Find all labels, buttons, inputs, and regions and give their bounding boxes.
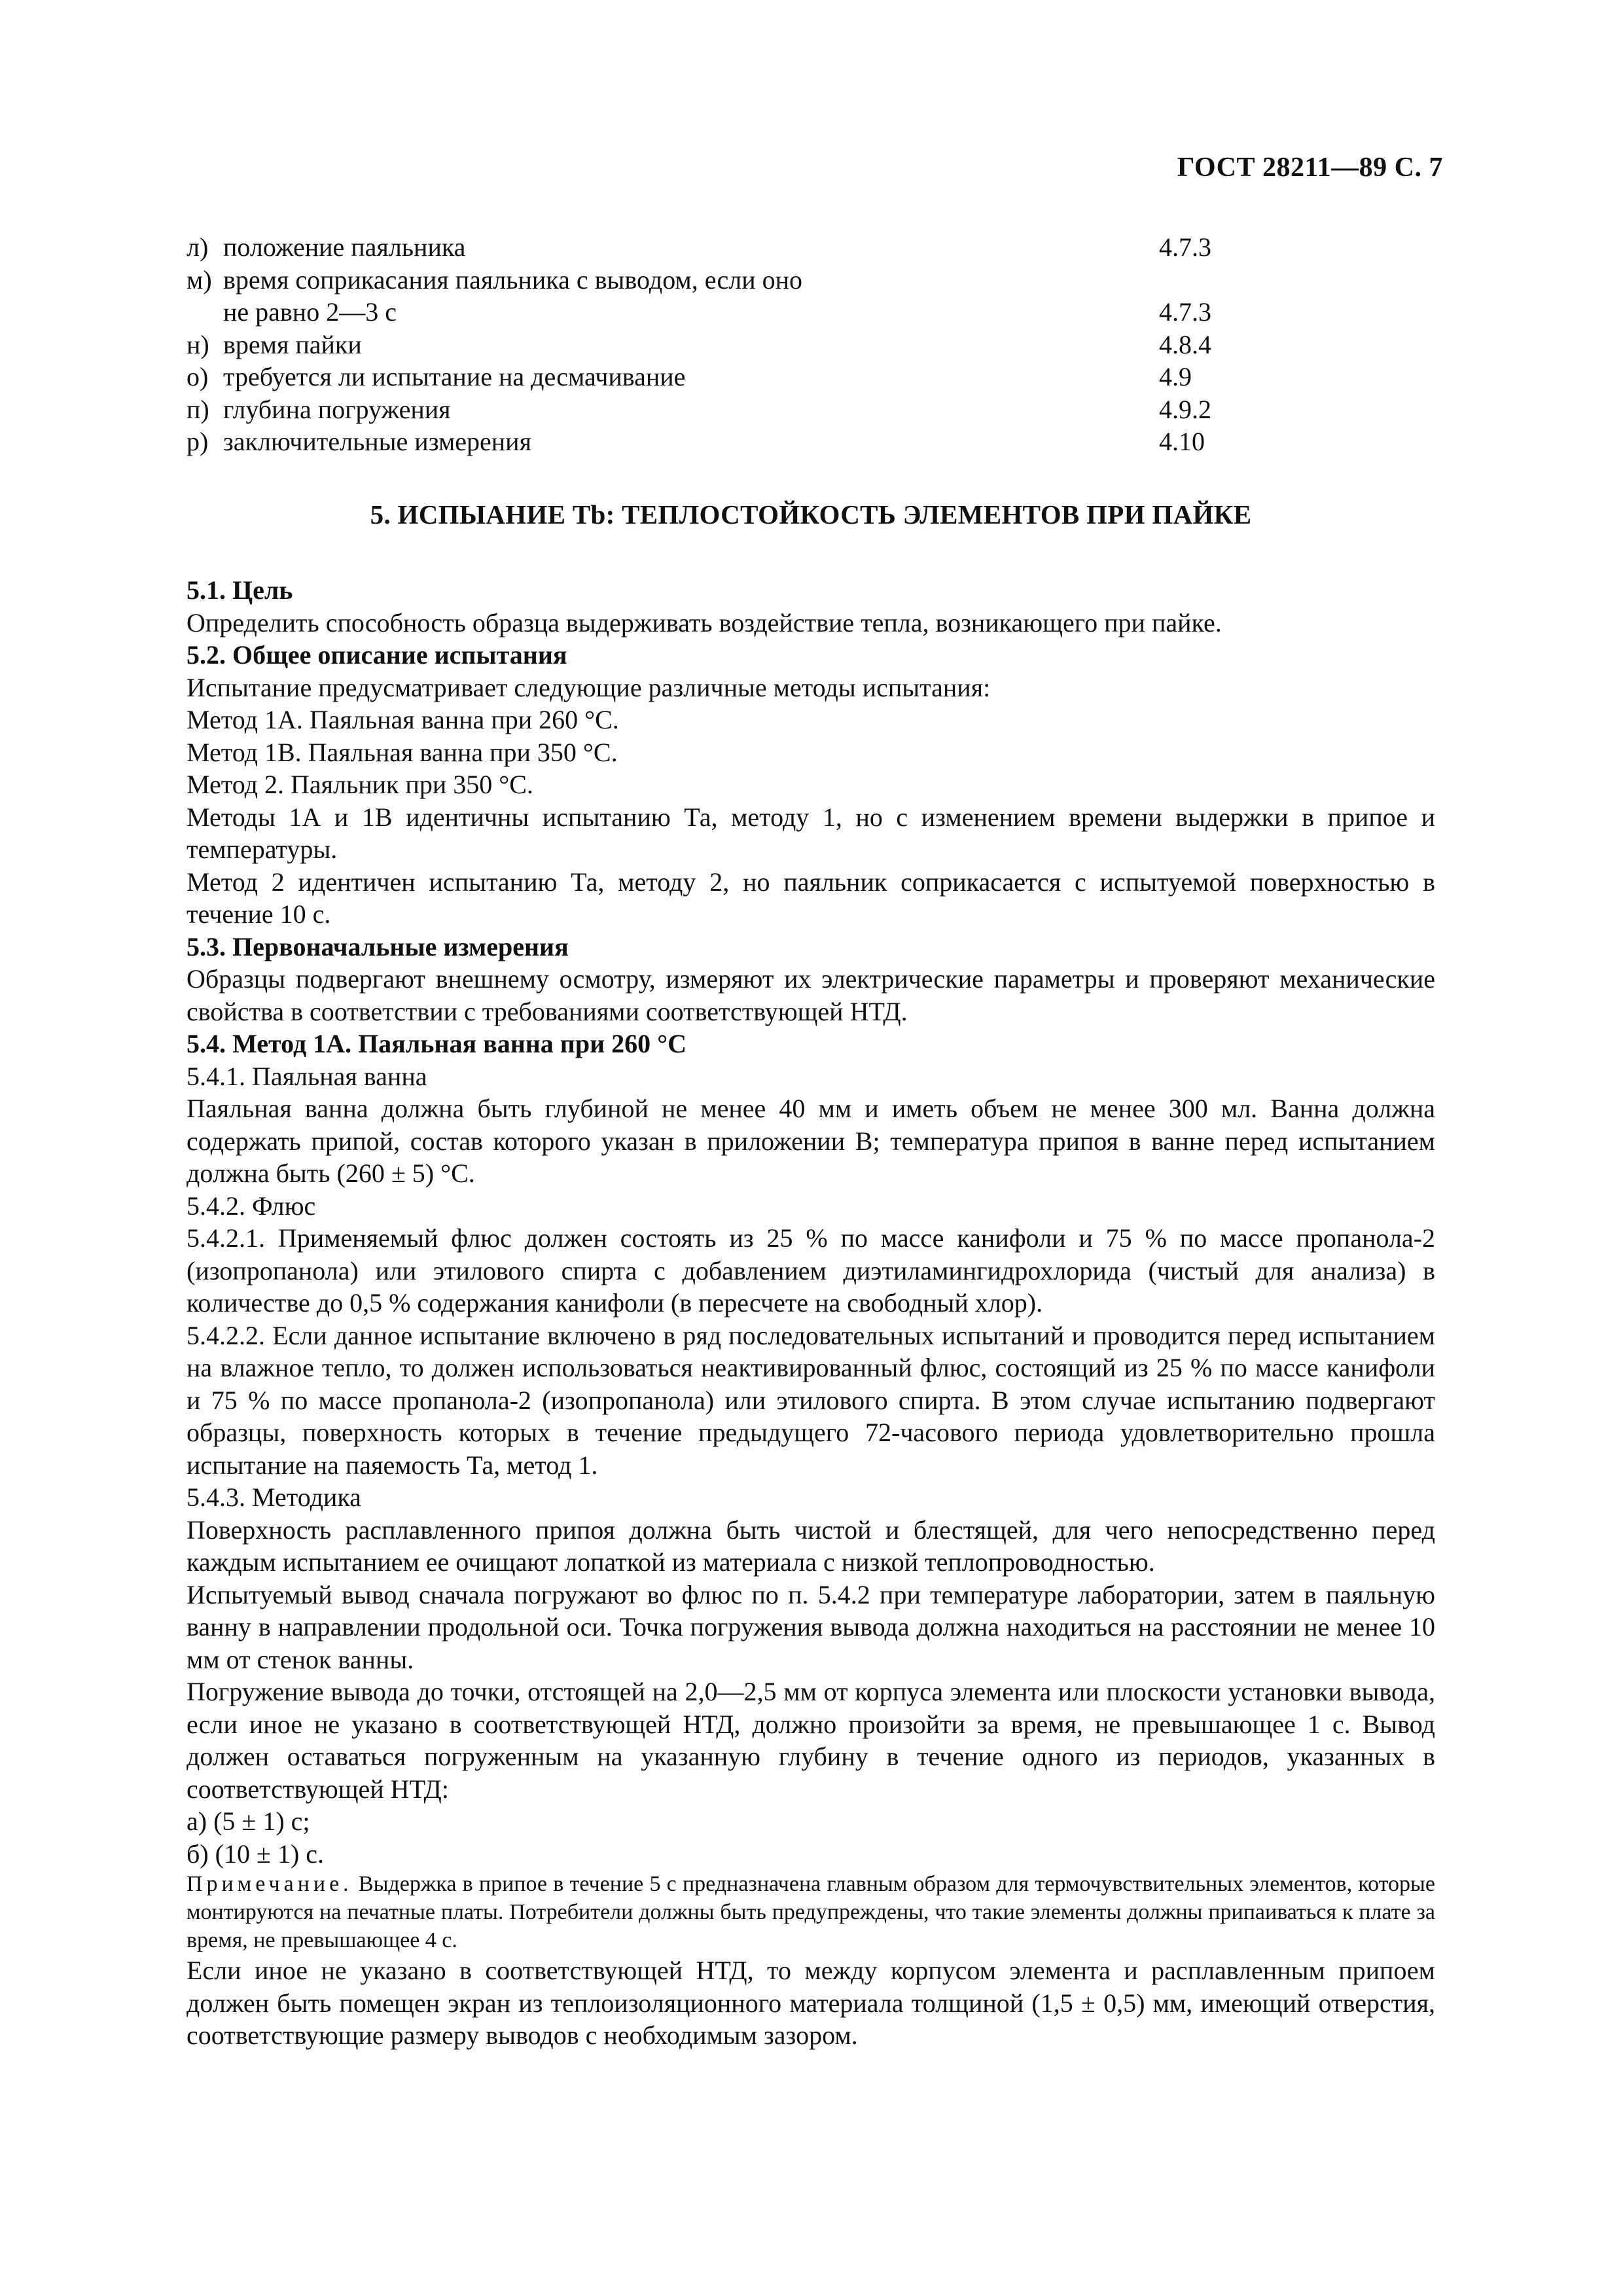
list-item — [187, 329, 1435, 361]
option-item: б) (10 ± 1) с. — [187, 1839, 325, 1869]
list-text: положение паяльника — [223, 232, 466, 262]
option-item: а) (5 ± 1) с; — [187, 1806, 310, 1836]
subsection-5-4-3-title: 5.4.3. Методика — [187, 1482, 361, 1512]
paragraph: 5.4.2.1. Применяемый флюс должен состоять из 25 % по массе канифоли и 75 % по массе пропанола-2 (изопропанола) или этилового спирта с добавлением диэтиламингидрохлорида (чистый для анализа) в количестве до 0,5 % содержания канифоли (в пересчете на свободный хлор). — [187, 1223, 1435, 1318]
method-line: Метод 1В. Паяльная ванна при 350 °С. — [187, 737, 618, 767]
list-item — [187, 231, 1435, 264]
list-marker: р) — [187, 427, 209, 456]
subsection-5-4-2-title: 5.4.2. Флюс — [187, 1191, 316, 1221]
paragraph: Поверхность расплавленного припоя должна быть чистой и блестящей, для чего непосредственно перед каждым испытанием ее очищают лопаткой из материала с низкой теплопроводностью. — [187, 1515, 1435, 1577]
paragraph: Метод 2 идентичен испытанию Та, методу 2, но паяльник соприкасается с испытуемой поверхностью в течение 10 с. — [187, 867, 1435, 929]
section-title: 5. ИСПЫАНИЕ Tb: ТЕПЛОСТОЙКОСТЬ ЭЛЕМЕНТОВ ПРИ ПАЙКЕ — [370, 499, 1252, 529]
list-item — [187, 425, 1435, 458]
list-text: требуется ли испытание на десмачивание — [223, 362, 686, 391]
subsection-5-4-1-title: 5.4.1. Паяльная ванна — [187, 1061, 427, 1091]
subsection-5-4-title: 5.4. Метод 1А. Паяльная ванна при 260 °С — [187, 1029, 687, 1058]
paragraph: Методы 1А и 1В идентичны испытанию Та, методу 1, но с изменением времени выдержки в припое и температуры. — [187, 802, 1435, 864]
method-line: Метод 1А. Паяльная ванна при 260 °С. — [187, 705, 619, 734]
list-item — [187, 264, 1435, 329]
subsection-5-1-title: 5.1. Цель — [187, 575, 293, 605]
list-text: время пайки — [223, 329, 362, 359]
method-line: Метод 2. Паяльник при 350 °С. — [187, 770, 533, 799]
list-text: заключительные измерения — [223, 427, 531, 456]
list-ref: 4.7.3 — [1159, 232, 1211, 262]
note — [187, 1870, 1435, 1954]
list-marker: о) — [187, 362, 209, 391]
page-header: ГОСТ 28211—89 С. 7 — [1177, 152, 1443, 183]
subsection-5-3-title: 5.3. Первоначальные измерения — [187, 931, 569, 961]
list-marker: л) — [187, 232, 209, 262]
list-item — [187, 361, 1435, 393]
list-text: глубина погружения — [223, 394, 451, 424]
list-ref: 4.9.2 — [1159, 394, 1211, 424]
list-ref: 4.8.4 — [1159, 329, 1211, 359]
paragraph: Если иное не указано в соответствующей НТД, то между корпусом элемента и расплавленным припоем должен быть помещен экран из теплоизоляционного материала толщиной (1,5 ± 0,5) мм, имеющий отверстия, соответствующие размеру выводов с необходимым зазором. — [187, 1956, 1435, 2050]
document-body — [187, 231, 1435, 2052]
list-text: время соприкасания паяльника с выводом, если оно — [223, 264, 803, 295]
list-ref: 4.10 — [1159, 427, 1205, 456]
paragraph: Определить способность образца выдерживать воздействие тепла, возникающего при пайке. — [187, 607, 1222, 637]
paragraph: Испытуемый вывод сначала погружают во флюс по п. 5.4.2 при температуре лаборатории, затем в паяльную ванну в направлении продольной оси. Точка погружения вывода должна находиться на расстоянии не менее 10 мм от стенок ванны. — [187, 1579, 1435, 1674]
list-text-continued: не равно 2—3 с — [223, 297, 397, 327]
paragraph: Погружение вывода до точки, отстоящей на 2,0—2,5 мм от корпуса элемента или плоскости установки вывода, если иное не указано в соответствующей НТД, должно произойти за время, не превышающее 1 с. Вывод должен оставаться погруженным на указанную глубину в течение одного из периодов, указанных в соответствующей НТД: — [187, 1677, 1435, 1804]
subsection-5-2-title: 5.2. Общее описание испытания — [187, 640, 567, 670]
note-text: Выдержка в припое в течение 5 с предназначена главным образом для термочувствительных элементов, которые монтируются на печатные платы. Потребители должны быть предупреждены, что такие элементы должны припаиваться к плате за время, не превышающее 4 с. — [187, 1872, 1435, 1952]
list-ref: 4.9 — [1159, 362, 1192, 391]
note-label: Примечание. — [187, 1872, 353, 1896]
list-marker: п) — [187, 394, 209, 424]
parameter-list — [187, 231, 1435, 458]
list-item — [187, 393, 1435, 426]
list-marker: н) — [187, 329, 209, 359]
paragraph: Образцы подвергают внешнему осмотру, измеряют их электрические параметры и проверяют механические свойства в соответствии с требованиями соответствующей НТД. — [187, 964, 1435, 1026]
paragraph: Испытание предусматривает следующие различные методы испытания: — [187, 672, 991, 702]
paragraph: Паяльная ванна должна быть глубиной не менее 40 мм и иметь объем не менее 300 мл. Ванна должна содержать припой, состав которого указан в приложении В; температура припоя в ванне перед испытанием должна быть (260 ± 5) °С. — [187, 1094, 1435, 1188]
list-ref: 4.7.3 — [1159, 297, 1211, 327]
paragraph: 5.4.2.2. Если данное испытание включено в ряд последовательных испытаний и проводится перед испытанием на влажное тепло, то должен использоваться неактивированный флюс, состоящий из 25 % по массе канифоли и 75 % по массе пропанола-2 (изопропанола) или этилового спирта. В этом случае испытанию подвергают образцы, поверхность которых в течение предыдущего 72-часового периода удовлетворительно прошла испытание на паяемость Та, метод 1. — [187, 1320, 1435, 1480]
list-marker: м) — [187, 264, 212, 295]
